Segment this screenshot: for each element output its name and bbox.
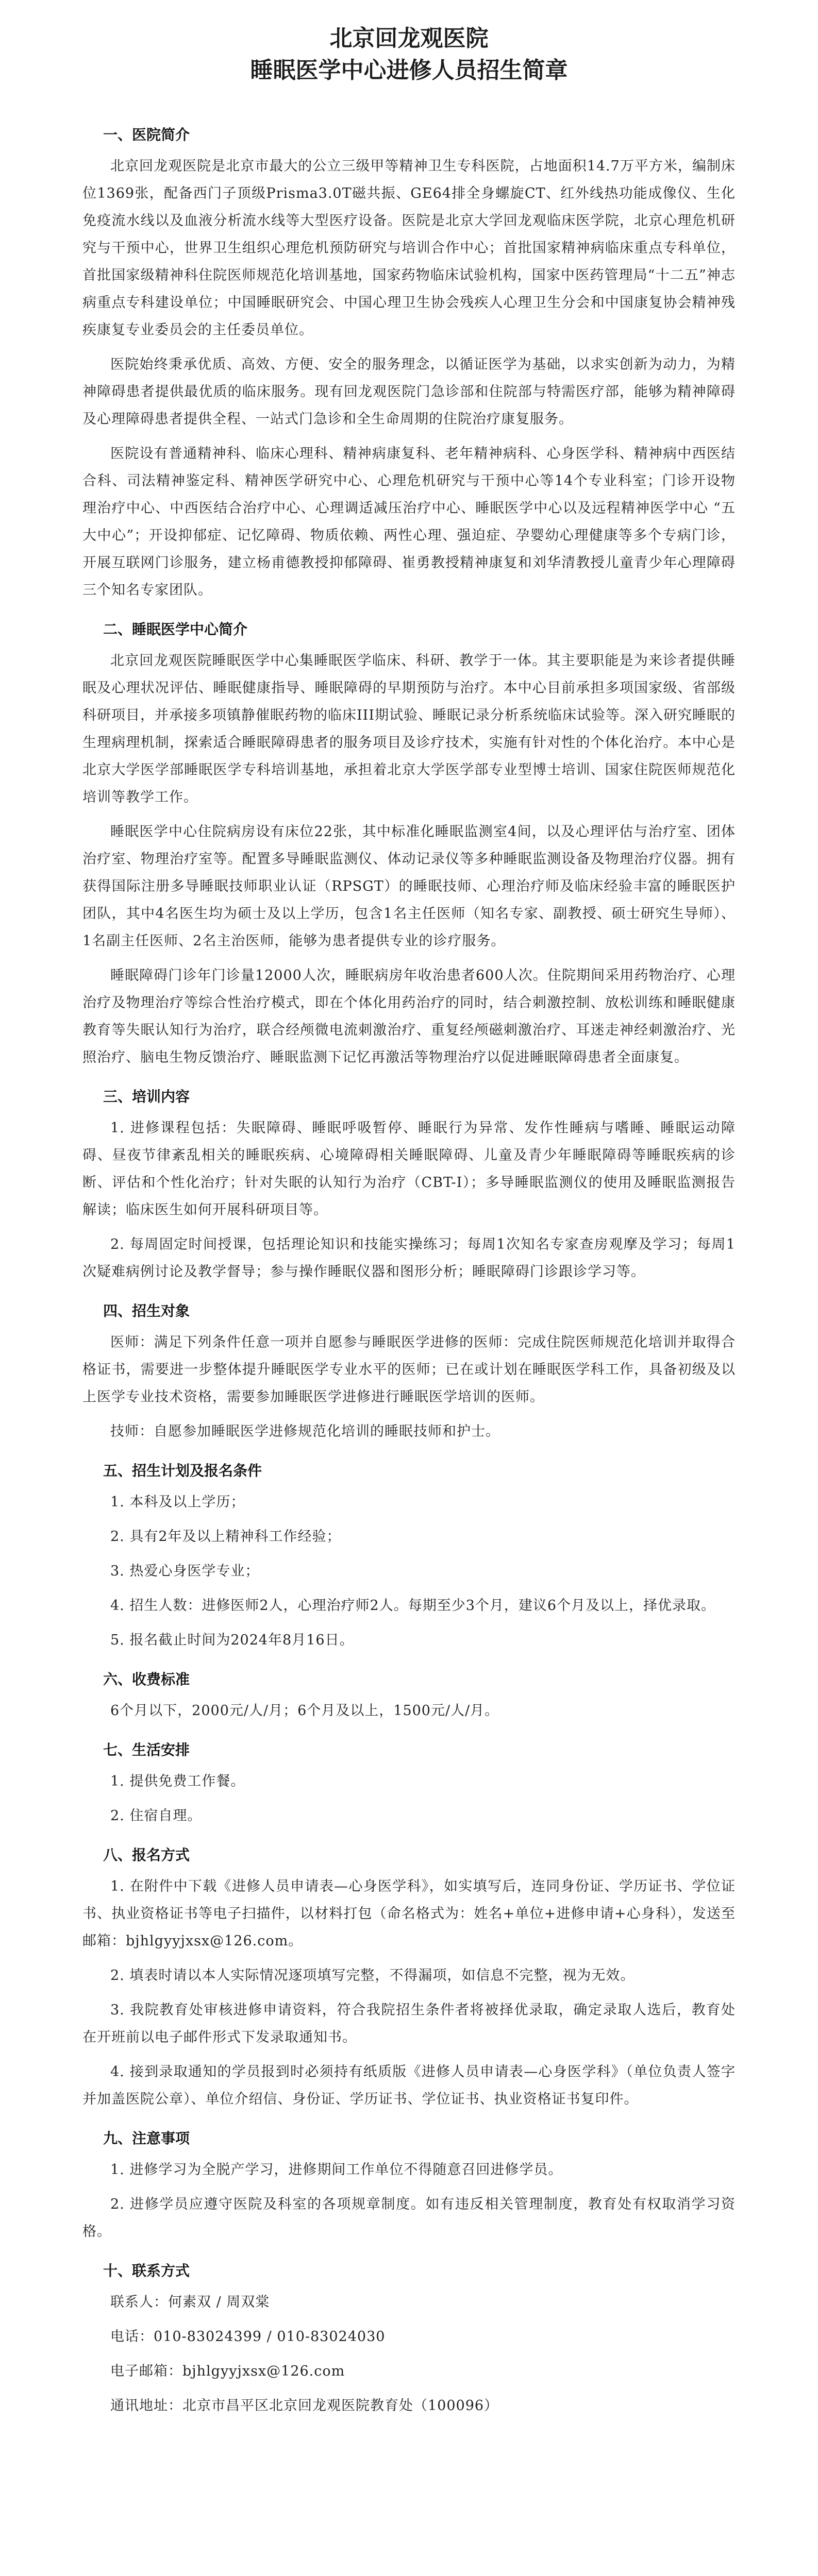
section-paragraph: 北京回龙观医院是北京市最大的公立三级甲等精神卫生专科医院，占地面积14.7万平方米，编制床位1369张，配备西门子顶级Prisma3.0T磁共振、GE64排全身螺旋CT、红外线热功能成像仪、生化免疫流水线以及血液分析流水线等大型医疗设备。医院是北京大学回龙观临床医学院，北京心理危机研究与干预中心，世界卫生组织心理危机预防研究与培训合作中心；首批国家精神病临床重点专科单位，首批国家级精神科住院医师规范化培训基地，国家药物临床试验机构，国家中医药管理局“十二五”神志病重点专科建设单位；中国睡眠研究会、中国心理卫生协会残疾人心理卫生分会和中国康复协会精神残疾康复专业委员会的主任委员单位。: [82, 158, 736, 338]
section-paragraph: 1. 进修学习为全脱产学习，进修期间工作单位不得随意召回进修学员。: [110, 2162, 563, 2178]
section-paragraph: 睡眠医学中心住院病房设有床位22张，其中标准化睡眠监测室4间，以及心理评估与治疗室、团体治疗室、物理治疗室等。配置多导睡眠监测仪、体动记录仪等多种睡眠监测设备及物理治疗仪器。拥有获得国际注册多导睡眠技师职业认证（RPSGT）的睡眠技师、心理治疗师及临床经验丰富的睡眠医护团队，其中4名医生均为硕士及以上学历，包含1名主任医师（知名专家、副教授、硕士研究生导师）、1名副主任医师、2名主治医师，能够为患者提供专业的诊疗服务。: [82, 824, 736, 949]
section-paragraph: 北京回龙观医院睡眠医学中心集睡眠医学临床、科研、教学于一体。其主要职能是为来诊者提供睡眠及心理状况评估、睡眠健康指导、睡眠障碍的早期预防与治疗。本中心目前承担多项国家级、省部级科研项目，并承接多项镇静催眠药物的临床III期试验、睡眠记录分析系统临床试验等。深入研究睡眠的生理病理机制，探索适合睡眠障碍患者的服务项目及诊疗技术，实施有针对性的个体化治疗。本中心是北京大学医学部睡眠医学专科培训基地，承担着北京大学医学部专业型博士培训、国家住院医师规范化培训等教学工作。: [82, 653, 736, 805]
section-heading: 十、联系方式: [103, 2262, 190, 2279]
section-paragraph: 技师：自愿参加睡眠医学进修规范化培训的睡眠技师和护士。: [110, 1423, 500, 1439]
section-paragraph: 1. 在附件中下载《进修人员申请表—心身医学科》，如实填写后，连同身份证、学历证书、学位证书、执业资格证书等电子扫描件，以材料打包（命名格式为：姓名+单位+进修申请+心身科），发送至邮箱：bjhlgyyjxsx@126.com。: [82, 1878, 736, 1949]
document-title: 北京回龙观医院: [329, 25, 489, 52]
section-heading: 六、收费标准: [103, 1671, 190, 1688]
list-item: 1. 提供免费工作餐。: [110, 1773, 245, 1789]
section-paragraph: 1. 进修课程包括：失眠障碍、睡眠呼吸暂停、睡眠行为异常、发作性睡病与嗜睡、睡眠运动障碍、昼夜节律紊乱相关的睡眠疾病、心境障碍相关睡眠障碍、儿童及青少年睡眠障碍等睡眠疾病的诊断、评估和个性化治疗；针对失眠的认知行为治疗（CBT-I）；多导睡眠监测仪的使用及睡眠监测报告解读；临床医生如何开展科研项目等。: [82, 1120, 736, 1218]
section-paragraph: 5. 报名截止时间为2024年8月16日。: [110, 1632, 354, 1648]
section-heading: 一、医院简介: [103, 126, 190, 143]
section-heading: 四、招生对象: [103, 1302, 190, 1319]
section-heading: 七、生活安排: [103, 1741, 190, 1758]
contact-email: 电子邮箱：bjhlgyyjxsx@126.com: [110, 2363, 345, 2379]
section-paragraph: 4. 接到录取通知的学员报到时必须持有纸质版《进修人员申请表—心身医学科》（单位负责人签字并加盖医院公章）、单位介绍信、身份证、学历证书、学位证书、执业资格证书复印件。: [82, 2064, 736, 2107]
section-paragraph: 2. 进修学员应遵守医院及科室的各项规章制度。如有违反相关管理制度，教育处有权取消学习资格。: [82, 2196, 736, 2240]
section-paragraph: 4. 招生人数：进修医师2人，心理治疗师2人。每期至少3个月，建议6个月及以上，择优录取。: [110, 1598, 716, 1614]
section-heading: 三、培训内容: [103, 1088, 190, 1105]
list-item: 3. 热爱心身医学专业；: [110, 1563, 260, 1579]
section-heading: 九、注意事项: [103, 2130, 190, 2147]
section-heading: 五、招生计划及报名条件: [103, 1462, 262, 1479]
section-paragraph: 睡眠障碍门诊年门诊量12000人次，睡眠病房年收治患者600人次。住院期间采用药物治疗、心理治疗及物理治疗等综合性治疗模式，即在个体化用药治疗的同时，结合刺激控制、放松训练和睡眠健康教育等失眠认知行为治疗，联合经颅微电流刺激治疗、重复经颅磁刺激治疗、耳迷走神经刺激治疗、光照治疗、脑电生物反馈治疗、睡眠监测下记忆再激活等物理治疗以促进睡眠障碍患者全面康复。: [82, 968, 736, 1065]
list-item: 2. 住宿自理。: [110, 1808, 202, 1824]
contact-address: 通讯地址：北京市昌平区北京回龙观医院教育处（100096）: [110, 2398, 499, 2414]
section-paragraph: 医院设有普通精神科、临床心理科、精神病康复科、老年精神病科、心身医学科、精神病中西医结合科、司法精神鉴定科、精神医学研究中心、心理危机研究与干预中心等14个专业科室；门诊开设物理治疗中心、中西医结合治疗中心、心理调适减压治疗中心、睡眠医学中心以及远程精神医学中心 “五大中心”；开设抑郁症、记忆障碍、物质依赖、两性心理、强迫症、孕婴幼心理健康等多个专病门诊，开展互联网门诊服务，建立杨甫德教授抑郁障碍、崔勇教授精神康复和刘华清教授儿童青少年心理障碍三个知名专家团队。: [82, 446, 736, 598]
section-paragraph: 医师：满足下列条件任意一项并自愿参与睡眠医学进修的医师：完成住院医师规范化培训并取得合格证书，需要进一步整体提升睡眠医学专业水平的医师；已在或计划在睡眠医学科工作，具备初级及以上医学专业技术资格，需要参加睡眠医学进修进行睡眠医学培训的医师。: [82, 1334, 736, 1405]
section-heading: 八、报名方式: [103, 1846, 190, 1863]
document-subtitle: 睡眠医学中心进修人员招生简章: [250, 57, 568, 83]
section-paragraph: 2. 填表时请以本人实际情况逐项填写完整，不得漏项，如信息不完整，视为无效。: [110, 1968, 635, 1984]
section-paragraph: 2. 每周固定时间授课，包括理论知识和技能实操练习；每周1次知名专家查房观摩及学习；每周1次疑难病例讨论及教学督导；参与操作睡眠仪器和图形分析；睡眠障碍门诊跟诊学习等。: [82, 1236, 736, 1280]
section-paragraph: 医院始终秉承优质、高效、方便、安全的服务理念，以循证医学为基础，以求实创新为动力，为精神障碍患者提供最优质的临床服务。现有回龙观医院门急诊部和住院部与特需医疗部，能够为精神障碍及心理障碍患者提供全程、一站式门急诊和全生命周期的住院治疗康复服务。: [82, 357, 736, 427]
list-item: 6个月以下，2000元/人/月；6个月及以上，1500元/人/月。: [110, 1703, 499, 1719]
contact-phone: 电话：010-83024399 / 010-83024030: [110, 2329, 386, 2345]
list-item: 2. 具有2年及以上精神科工作经验；: [110, 1529, 341, 1545]
section-heading: 二、睡眠医学中心简介: [103, 621, 248, 638]
section-paragraph: 3. 我院教育处审核进修申请资料，符合我院招生条件者将被择优录取，确定录取人选后，教育处在开班前以电子邮件形式下发录取通知书。: [82, 2002, 736, 2045]
contact-person: 联系人：何素双 / 周双棠: [110, 2294, 270, 2310]
list-item: 1. 本科及以上学历；: [110, 1494, 245, 1510]
